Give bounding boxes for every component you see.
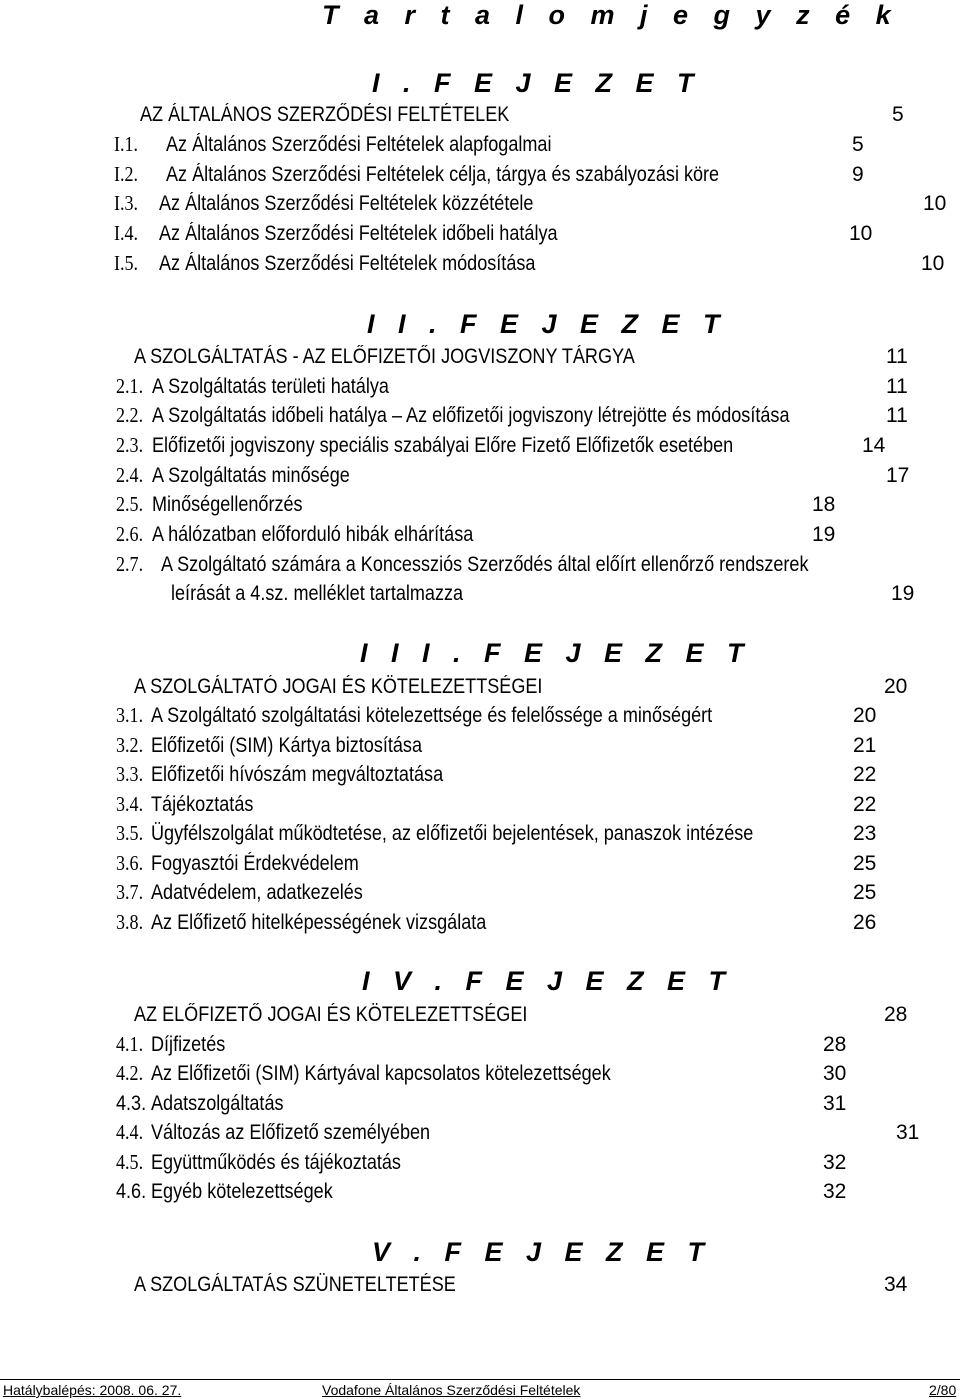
chapter-1-heading[interactable]: AZ ÁLTALÁNOS SZERZŐDÉSI FELTÉTELEK — [140, 103, 510, 126]
toc-entry-number: I.2. — [114, 162, 139, 186]
toc-entry-number: 2.3. — [116, 433, 144, 457]
toc-entry-title[interactable]: A Szolgáltató szolgáltatási kötelezettsége és felelőssége a minőségért — [151, 704, 713, 727]
toc-entry-number: I.4. — [114, 221, 139, 245]
toc-entry-page: 11 — [886, 375, 908, 398]
toc-entry-page: 30 — [823, 1062, 847, 1085]
toc-entry-number: I.3. — [114, 191, 139, 215]
toc-entry-page: 22 — [853, 793, 877, 816]
toc-entry-title[interactable]: Adatvédelem, adatkezelés — [151, 881, 363, 904]
chapter-1-label: I . F E J E Z E T — [372, 68, 702, 98]
toc-entry-title[interactable]: A Szolgáltatás területi hatálya — [152, 375, 389, 398]
toc-entry-title[interactable]: Változás az Előfizető személyében — [151, 1121, 431, 1144]
toc-entry-page: 19 — [891, 582, 915, 605]
toc-entry-page: 10 — [923, 192, 947, 215]
toc-entry-number: 2.6. — [116, 522, 144, 546]
toc-entry-page: 25 — [853, 881, 877, 904]
toc-entry-page: 28 — [823, 1033, 847, 1056]
toc-entry-page: 10 — [849, 222, 873, 245]
toc-entry-title[interactable]: Együttműködés és tájékoztatás — [151, 1151, 401, 1174]
toc-entry-page: 5 — [852, 133, 864, 156]
toc-entry-title[interactable]: A Szolgáltatás minősége — [152, 464, 350, 487]
chapter-5-label: V . F E J E Z E T — [372, 1237, 713, 1267]
chapter-1-heading-page: 5 — [892, 103, 904, 126]
toc-entry-number: 2.4. — [116, 463, 144, 487]
toc-entry-title[interactable]: Adatszolgáltatás — [151, 1092, 284, 1115]
toc-entry-page: 19 — [812, 523, 836, 546]
toc-entry-number: 3.2. — [116, 733, 144, 757]
chapter-3-heading[interactable]: A SZOLGÁLTATÓ JOGAI ÉS KÖTELEZETTSÉGEI — [134, 675, 543, 698]
toc-entry-page: 14 — [862, 434, 886, 457]
footer-effective-date: Hatálybalépés: 2008. 06. 27. — [3, 1382, 182, 1398]
chapter-4-heading[interactable]: AZ ELŐFIZETŐ JOGAI ÉS KÖTELEZETTSÉGEI — [134, 1003, 528, 1026]
toc-entry-number: 3.8. — [116, 910, 144, 934]
toc-entry-title[interactable]: Az Előfizető hitelképességének vizsgálata — [151, 911, 487, 934]
chapter-2-heading-page: 11 — [886, 345, 908, 368]
footer-divider — [0, 1379, 960, 1380]
toc-entry-number: 2.1. — [116, 374, 144, 398]
toc-entry-page: 25 — [853, 852, 877, 875]
toc-entry-page: 17 — [886, 464, 910, 487]
toc-entry-page: 23 — [853, 822, 877, 845]
toc-entry-title[interactable]: Az Előfizetői (SIM) Kártyával kapcsolatos kötelezettségek — [151, 1062, 611, 1085]
toc-entry-number: 4.2. — [116, 1061, 144, 1085]
chapter-3-heading-page: 20 — [884, 675, 908, 698]
toc-entry-title[interactable]: Az Általános Szerződési Feltételek módosítása — [159, 252, 536, 275]
toc-entry-number: 2.5. — [116, 492, 144, 516]
toc-entry-title-continued[interactable]: leírását a 4.sz. melléklet tartalmazza — [171, 582, 464, 605]
chapter-5-heading[interactable]: A SZOLGÁLTATÁS SZÜNETELTETÉSE — [134, 1273, 456, 1296]
toc-entry-number: 3.1. — [116, 703, 144, 727]
toc-entry-page: 22 — [853, 763, 877, 786]
toc-entry-title[interactable]: Fogyasztói Érdekvédelem — [151, 852, 359, 875]
toc-entry-title[interactable]: A hálózatban előforduló hibák elhárítása — [152, 523, 474, 546]
chapter-2-label: I I . F E J E Z E T — [367, 309, 728, 339]
footer-document-title: Vodafone Általános Szerződési Feltételek — [322, 1382, 581, 1398]
chapter-4-heading-page: 28 — [884, 1003, 908, 1026]
toc-entry-page: 20 — [853, 704, 877, 727]
toc-entry-title[interactable]: Előfizetői hívószám megváltoztatása — [151, 763, 444, 786]
toc-entry-number: 4.5. — [116, 1150, 144, 1174]
toc-entry-title[interactable]: Díjfizetés — [151, 1033, 226, 1056]
toc-entry-title[interactable]: Egyéb kötelezettségek — [151, 1180, 333, 1203]
toc-entry-number: 2.7. — [116, 552, 144, 576]
toc-entry-page: 26 — [853, 911, 877, 934]
toc-entry-title[interactable]: Az Általános Szerződési Feltételek időbeli hatálya — [159, 222, 558, 245]
toc-entry-title[interactable]: A Szolgáltatás időbeli hatálya – Az előfizetői jogviszony létrejötte és módosítása — [152, 404, 790, 427]
toc-entry-title[interactable]: Előfizetői jogviszony speciális szabályai Előre Fizető Előfizetők esetében — [152, 434, 734, 457]
toc-entry-number: 4.6. — [116, 1180, 147, 1203]
toc-entry-page: 9 — [852, 163, 864, 186]
toc-entry-title[interactable]: Ügyfélszolgálat működtetése, az előfizetői bejelentések, panaszok intézése — [151, 822, 754, 845]
toc-entry-number: 3.3. — [116, 762, 144, 786]
chapter-5-heading-page: 34 — [884, 1273, 908, 1296]
toc-entry-page: 21 — [853, 734, 877, 757]
toc-entry-number: 3.5. — [116, 821, 144, 845]
footer-page-number: 2/80 — [929, 1382, 957, 1398]
toc-entry-title[interactable]: Minőségellenőrzés — [152, 493, 303, 516]
toc-entry-number: 3.7. — [116, 880, 144, 904]
toc-entry-number: 4.1. — [116, 1032, 144, 1056]
toc-entry-number: 4.4. — [116, 1120, 144, 1144]
chapter-3-label: I I I . F E J E Z E T — [360, 638, 752, 668]
toc-entry-number: 3.4. — [116, 792, 144, 816]
toc-entry-page: 11 — [886, 404, 908, 427]
toc-entry-page: 32 — [823, 1151, 847, 1174]
toc-entry-title[interactable]: Az Általános Szerződési Feltételek célja, tárgya és szabályozási köre — [166, 163, 720, 186]
toc-entry-title[interactable]: Az Általános Szerződési Feltételek közzététele — [159, 192, 534, 215]
toc-entry-title[interactable]: Előfizetői (SIM) Kártya biztosítása — [151, 734, 423, 757]
chapter-4-label: I V . F E J E Z E T — [362, 966, 734, 996]
chapter-2-heading[interactable]: A SZOLGÁLTATÁS - AZ ELŐFIZETŐI JOGVISZONY TÁRGYA — [134, 345, 635, 368]
toc-entry-page: 18 — [812, 493, 836, 516]
toc-entry-page: 31 — [896, 1121, 920, 1144]
toc-entry-number: I.5. — [114, 251, 139, 275]
toc-entry-title[interactable]: Az Általános Szerződési Feltételek alapfogalmai — [166, 133, 552, 156]
toc-entry-number: 2.2. — [116, 403, 144, 427]
toc-title: T a r t a l o m j e g y z é k — [322, 0, 900, 30]
toc-entry-page: 32 — [823, 1180, 847, 1203]
toc-entry-title[interactable]: Tájékoztatás — [151, 793, 254, 816]
toc-entry-number: 4.3. — [116, 1092, 147, 1115]
toc-entry-page: 10 — [921, 252, 945, 275]
toc-entry-number: 3.6. — [116, 851, 144, 875]
toc-entry-number: I.1. — [114, 132, 139, 156]
toc-entry-page: 31 — [823, 1092, 847, 1115]
toc-entry-title[interactable]: A Szolgáltató számára a Koncessziós Szerződés által előírt ellenőrző rendszerek — [161, 553, 809, 576]
